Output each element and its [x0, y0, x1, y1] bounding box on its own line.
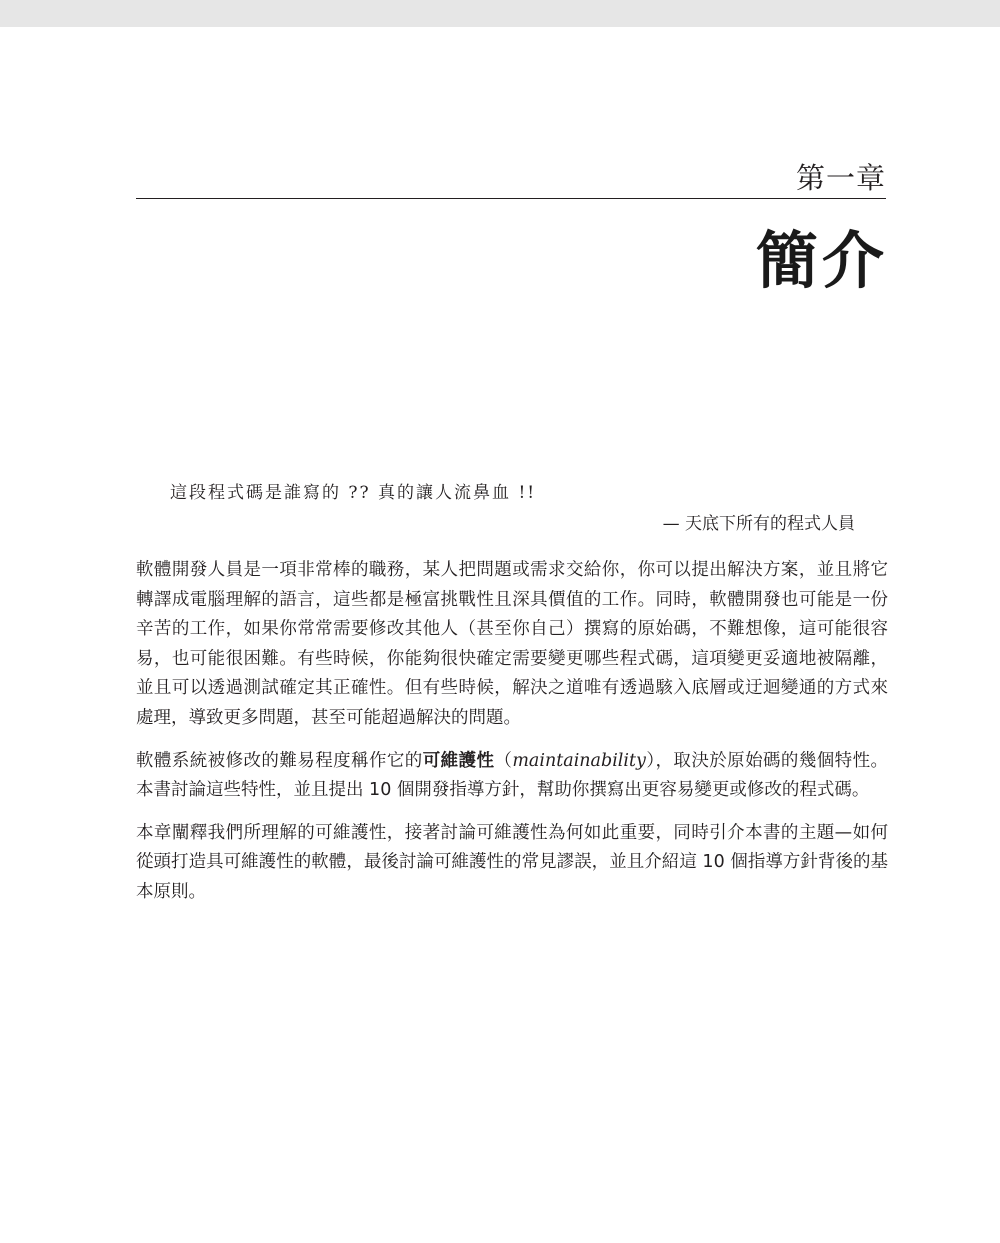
paragraph-3: 本章闡釋我們所理解的可維護性，接著討論可維護性為何如此重要，同時引介本書的主題—如何從頭打造具可維護性的軟體，最後討論可維護性的常見謬誤，並且介紹這 10 個指導方針背後的基本原則。	[136, 822, 888, 902]
page-top-strip	[0, 0, 1000, 27]
paren-open: （	[494, 750, 513, 771]
paragraph-2-rest: ），取決於原始碼的幾個特性。本書討論這些特性，並且提出 10 個開發指導方針，幫助你撰寫出更容易變更或修改的程式碼。	[136, 750, 889, 801]
chapter-divider	[136, 198, 886, 199]
chapter-number: 第一章	[795, 161, 886, 195]
term-maintainability-en: maintainability	[512, 750, 646, 771]
epigraph-attribution: — 天底下所有的程式人員	[662, 514, 855, 534]
paragraph-1: 軟體開發人員是一項非常棒的職務，某人把問題或需求交給你，你可以提出解決方案，並且將它轉譯成電腦理解的語言，這些都是極富挑戰性且深具價值的工作。同時，軟體開發也可能是一份辛苦的工作，如果你常常需要修改其他人（甚至你自己）撰寫的原始碼，不難想像，這可能很容易，也可能很困難。有些時候，你能夠很快確定需要變更哪些程式碼，這項變更妥適地被隔離，並且可以透過測試確定其正確性。但有些時候，解決之道唯有透過駭入底層或迂迴變通的方式來處理，導致更多問題，甚至可能超過解決的問題。	[136, 560, 888, 728]
epigraph-quote: 這段程式碼是誰寫的 ?? 真的讓人流鼻血 !!	[170, 483, 537, 503]
chapter-body	[136, 556, 888, 921]
term-maintainability: 可維護性	[422, 750, 495, 771]
paragraph-2	[136, 747, 888, 806]
chapter-title: 簡介	[755, 224, 888, 297]
paragraph-2-intro: 軟體系統被修改的難易程度稱作它的	[136, 750, 423, 771]
